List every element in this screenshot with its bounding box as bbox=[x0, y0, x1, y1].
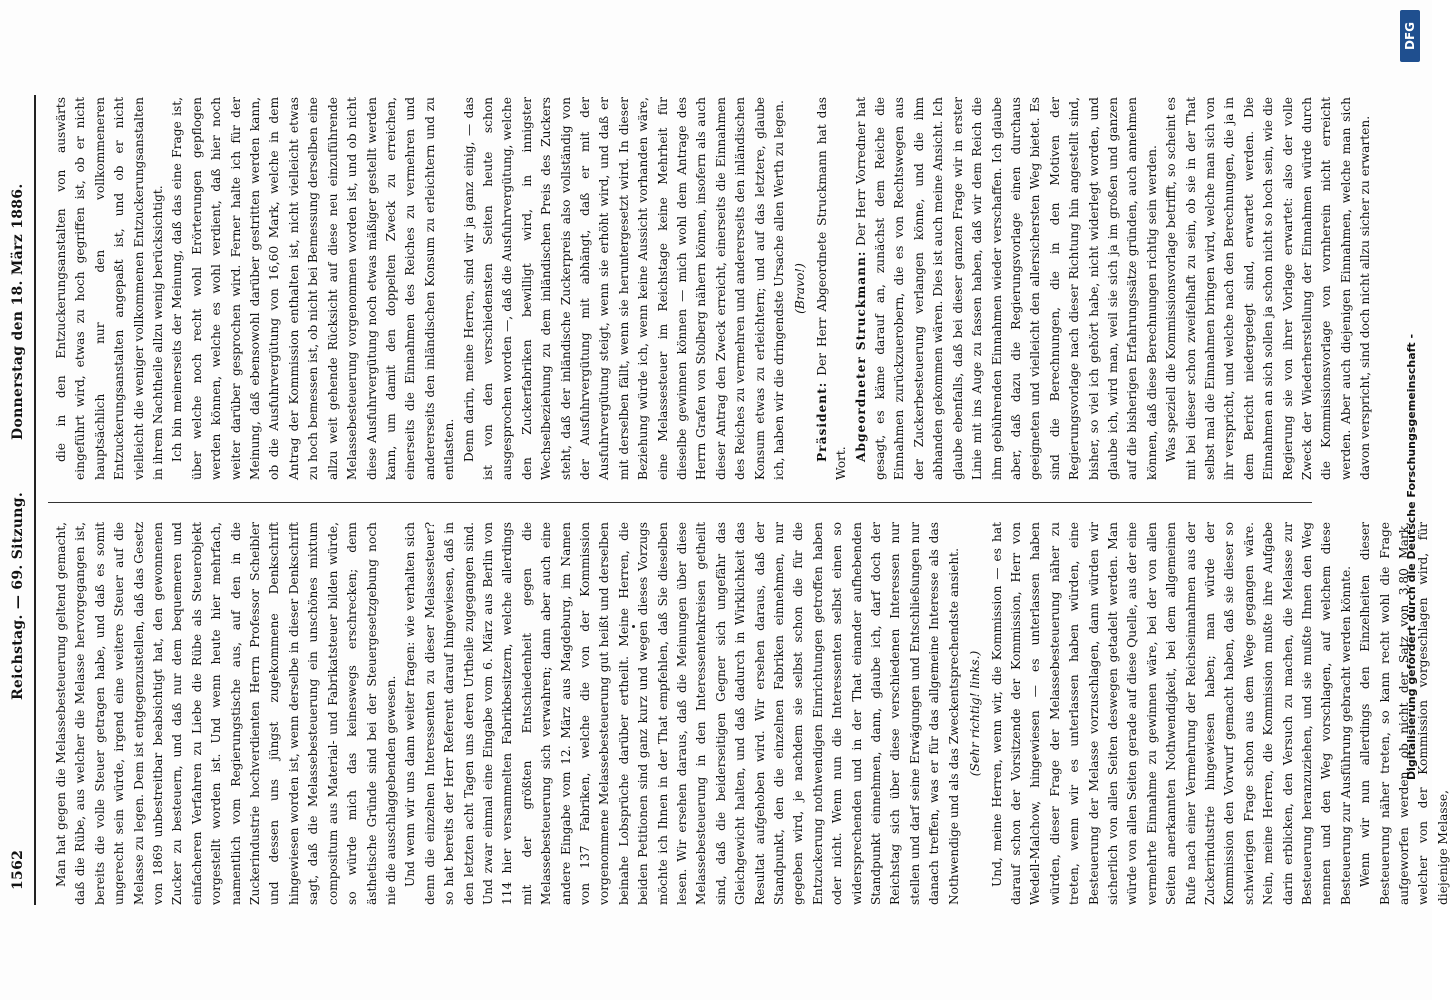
dfg-logo: DFG bbox=[1400, 10, 1420, 62]
paragraph: Man hat gegen die Melassebesteuerung geltend gemacht, daß die Rübe, aus welcher die Melasse hervorgegangen ist, bereits die volle Steuer getragen habe, und daß es somit ungerecht sein würde, irgend eine weitere Steuer auf die Melasse zu legen. Dem ist entgegenzustellen, daß das Gesetz von 1869 unbestreitbar beabsichtigt hat, den gewonnenen Zucker zu besteuern, und daß nur dem bequemeren und einfacheren Verfahren zu Liebe die Rübe als Steuerobjekt vorgestellt worden ist. Und wenn heute hier mehrfach, namentlich vom Regierungstische aus, auf den in die Zuckerindustrie hochverdienten Herrn Professor Scheibler und dessen uns jüngst zugekommene Denkschrift hingewiesen worden ist, wenn derselbe in dieser Denkschrift sagt, daß die Melassebesteuerung ein unschönes mixtum compositum aus Material- und Fabrikatsteuer bilden würde, so würde mich das keineswegs erschrecken; denn ästhetische Gründe sind bei der Steuergesetzgebung noch nie die ausschlaggebenden gewesen. bbox=[54, 522, 398, 905]
speaker-label: Abgeordneter Struckmann: bbox=[853, 250, 868, 462]
session-title: Reichstag. — 69. Sitzung. bbox=[10, 492, 26, 700]
right-column bbox=[52, 97, 1373, 480]
header-rule bbox=[34, 95, 36, 905]
digitization-credit: Digitalisierung gefördert durch die Deutsche Forschungsgemeinschaft - bbox=[1405, 333, 1418, 780]
paragraph-text: Der Herr Vorredner hat gesagt, es käme darauf an, zunächst dem Reiche die Einnahmen zurückzuerobern, die es von Rechtswegen aus der Zuckerbesteuerung verlangen könne, und die ihm abhanden gekommen wären. Dies ist auch meine Ansicht. Ich glaube ebenfalls, daß bei dieser ganzen Frage wir in erster Linie mit ins Auge zu fassen haben, daß wir dem Reich die ihm gebührenden Einnahmen wieder verschaffen. Ich glaube aber, daß dazu die Regierungsvorlage einen durchaus geeigneten und vielleicht den allersichersten Weg bietet. Es sind die Berechnungen, die in den Motiven der Regierungsvorlage nach dieser Richtung hin angestellt sind, bisher, so viel ich gehört habe, nicht widerlegt worden, und glaube ich, wird man, weil sie sich ja im großen und ganzen auf die bisherigen Erfahrungssätze gründen, auch annehmen können, daß diese Berechnungen richtig sein werden. bbox=[853, 97, 1159, 480]
session-date: Donnerstag den 18. März 1886. bbox=[10, 183, 26, 440]
reaction-note: (Bravo!) bbox=[793, 263, 808, 314]
speaker-paragraph bbox=[852, 97, 1163, 480]
page-number: 1562 bbox=[10, 849, 26, 890]
paragraph: Und wenn wir uns dann weiter fragen: wie verhalten sich denn die einzelnen Interessenten zu dieser Melassesteuer? so hat bereits der Herr Referent darauf hingewiesen, daß in den letzten acht Tagen uns deren Urtheile zugegangen sind. Und zwar einmal eine Eingabe vom 6. März aus Berlin von 114 hier versammelten Fabrikbesitzern, welche allerdings mit der größten Entschiedenheit gegen die Melassebesteuerung sich verwahren; dann aber auch eine andere Eingabe vom 12. März aus Magdeburg, im Namen von 137 Fabriken, welche die von der Kommission vorgenommene Melassebesteuerung gut heißt und derselben beinahe Lobsprüche darüber ertheilt. Meine Herren, die beiden Petitionen sind ganz kurz und wegen dieses Vorzugs möchte ich Ihnen in der That empfehlen, daß Sie dieselben lesen. Wir ersehen daraus, daß die Meinungen über diese Melassebesteuerung in den Interessentenkreisen getheilt sind, daß die beiderseitigen Gegner sich ungefähr das Gleichgewicht halten, und daß dadurch in Wirklichkeit das Resultat aufgehoben wird. Wir ersehen daraus, daß der Standpunkt, den die einzelnen Fabriken einnehmen, nur gegeben wird, je nachdem sie selbst schon die für die Entzuckerung nothwendigen Einrichtungen getroffen haben oder nicht. Wenn nun die Interessenten selbst einen so widersprechenden und in der That einander aufhebenden Standpunkt einnehmen, dann, glaube ich, darf doch der Reichstag sich über diese verschiedenen Interessen nur stellen und darf seine Erwägungen und Entschließungen nur danach treffen, was er für das allgemeine Interesse als das Nothwendige und als das Zweckentsprechendste ansieht. bbox=[403, 522, 961, 905]
paragraph: Was speziell die Kommissionsvorlage betrifft, so scheint es mit bei dieser schon zweifelhaft zu sein, ob sie in der That selbst mal die Einnahmen bringen wird, welche man sich von ihr verspricht, und welche nach den Berechnungen, die ja in dem Bericht niedergelegt sind, erwartet werden. Die Einnahmen an sich sollen ja schon nicht so hoch sein, wie die Regierung sie von ihrer Vorlage erwartet: also der volle Zweck der Wiederherstellung der Einnahmen würde durch die Kommissionsvorlage von vornherein nicht erreicht werden. Aber auch diejenigen Einnahmen, welche man sich davon verspricht, sind doch nicht allzu sicher zu erwarten. bbox=[1164, 97, 1373, 480]
paragraph: Ich bin meinerseits der Meinung, daß das eine Frage ist, über welche noch recht wohl Erörterungen gepflogen werden können, welche es wohl verdient, daß hier noch weiter darüber gesprochen wird. Ferner halte ich für der Meinung, daß ebensowohl darüber gestritten werden kann, ob die Ausfuhrvergütung von 16,60 Mark, welche in dem Antrag der Kommission enthalten ist, nicht vielleicht etwas zu hoch bemessen ist, ob nicht bei Bemessung derselben eine allzu weit gehende Rücksicht auf diese neu einzuführende Melassebesteuerung vorgenommen worden ist, und ob nicht diese Ausfuhrvergütung noch etwas mäßiger gestellt werden kann, um damit den doppelten Zweck zu erreichen, einerseits die Einnahmen des Reiches zu vermehren und andererseits den inländischen Konsum zu erleichtern und zu entlasten. bbox=[170, 97, 457, 480]
paragraph: Und, meine Herren, wenn wir, die Kommission — es hat darauf schon der Vorsitzende der Kommission, Herr von Wedell-Malchow, hingewiesen — es unterlassen haben würden, dieser Frage der Melassebesteuerung näher zu treten, wenn wir es unterlassen haben würden, eine Besteuerung der Melasse vorzuschlagen, dann würden wir sicherlich von allen Seiten deswegen getadelt werden. Man würde von allen Seiten gerade auf diese Quelle, aus der eine vermehrte Einnahme zu gewinnen wäre, bei der von allen Seiten anerkannten Nothwendigkeit, bei dem allgemeinen Rufe nach einer Vermehrung der Reichseinnahmen aus der Zuckerindustrie hingewiesen haben; man würde der Kommission den Vorwurf gemacht haben, daß sie dieser so schwierigen Frage schon aus dem Wege gegangen wäre. Nein, meine Herren, die Kommission mußte ihre Aufgabe darin erblicken, den Versuch zu machen, die Melasse zur Besteuerung heranzuziehen, und sie mußte Ihnen den Weg nennen und den Weg vorschlagen, auf welchem diese Besteuerung zur Ausführung gebracht werden könnte. bbox=[989, 522, 1353, 905]
speaker-paragraph bbox=[813, 97, 852, 480]
paragraph-text: Der Herr Abgeordnete Struckmann hat das Wort. bbox=[814, 97, 849, 480]
paragraph: Denn darin, meine Herren, sind wir ja ganz einig, — das ist von den verschiedensten Seiten heute schon ausgesprochen worden —, daß die Ausfuhrvergütung, welche den Zuckerfabriken bewilligt wird, in innigster Wechselbeziehung zu dem inländischen Preis des Zuckers steht, daß der inländische Zuckerpreis also vollständig von der Ausfuhrvergütung mit abhängt, daß er mit der Ausfuhrvergütung steigt, wenn sie erhöht wird, und daß er mit derselben fällt, wenn sie heruntergesetzt wird. In dieser Beziehung würde ich, wenn keine Aussicht vorhanden wäre, eine Melassesteuer im Reichstage keine Mehrheit für dieselbe gewinnen können — mich wohl dem Antrage des Herrn Grafen von Stolberg nähern können, insofern als auch dieser Antrag den Zweck erreicht, einerseits die Einnahmen des Reiches zu vermehren und andererseits den inländischen Konsum etwas zu erleichtern; und auf das letztere, glaube ich, haben wir die dringendste Ursache allen Werth zu legen. bbox=[461, 97, 787, 480]
speaker-label: Präsident: bbox=[814, 381, 829, 462]
paragraph: Wenn wir nun allerdings den Einzelheiten dieser Besteuerung näher treten, so kann recht wohl die Frage aufgeworfen werden, ob nicht der Satz von 3,80 Mark, welcher von der Kommission vorgeschlagen wird, für diejenige Melasse, bbox=[1358, 522, 1450, 905]
paragraph: die in den Entzuckerungsanstalten von auswärts eingeführt wird, etwas zu hoch gegriffen ist, ob er nicht hauptsächlich nur den vollkommeneren Entzuckerungsanstalten angepaßt ist, und ob er nicht vielleicht die weniger vollkommenen Entzuckerungsanstalten in ihrem Nachtheile allzu wenig berücksichtigt. bbox=[54, 97, 166, 480]
reaction-note: (Sehr richtig! links.) bbox=[968, 650, 983, 777]
scan-speck bbox=[632, 625, 635, 628]
column-divider bbox=[48, 502, 1312, 503]
